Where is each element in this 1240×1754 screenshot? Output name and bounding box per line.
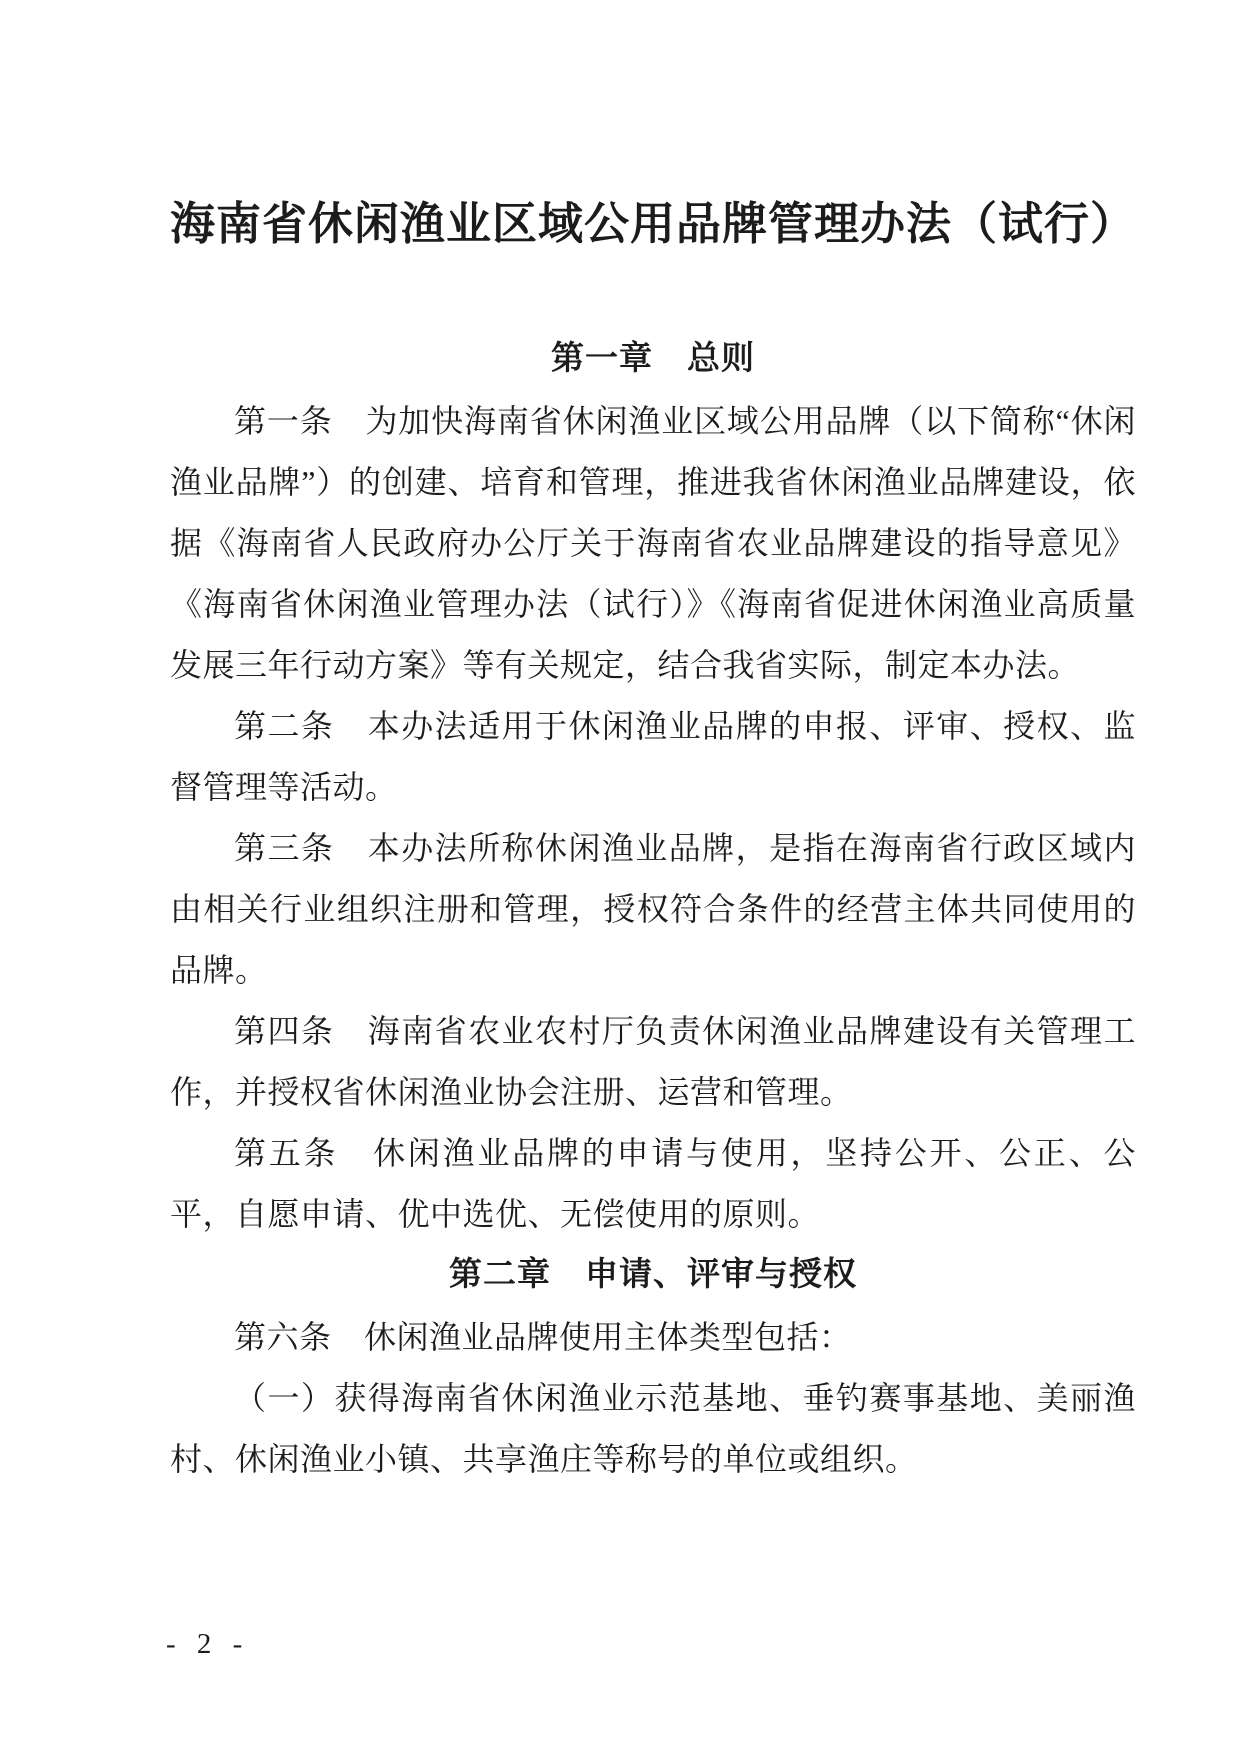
article-6-item-1-paragraph: （一）获得海南省休闲渔业示范基地、垂钓赛事基地、美丽渔村、休闲渔业小镇、共享渔庄等称号的单位或组织。	[170, 1380, 1136, 1477]
article-3-paragraph: 第三条 本办法所称休闲渔业品牌，是指在海南省行政区域内由相关行业组织注册和管理，授权符合条件的经营主体共同使用的品牌。	[170, 830, 1136, 988]
chapter-1-body	[170, 391, 1136, 1245]
chapter-2-body	[170, 1307, 1136, 1490]
article-2-paragraph: 第二条 本办法适用于休闲渔业品牌的申报、评审、授权、监督管理等活动。	[170, 708, 1136, 805]
chapter-1-heading: 第一章 总则	[551, 339, 755, 376]
article-6-paragraph: 第六条 休闲渔业品牌使用主体类型包括：	[234, 1319, 852, 1355]
chapter-2-heading: 第二章 申请、评审与授权	[449, 1255, 857, 1292]
article-4-paragraph: 第四条 海南省农业农村厅负责休闲渔业品牌建设有关管理工作，并授权省休闲渔业协会注册、运营和管理。	[170, 1013, 1136, 1110]
article-1-paragraph: 第一条 为加快海南省休闲渔业区域公用品牌（以下简称“休闲渔业品牌”）的创建、培育和管理，推进我省休闲渔业品牌建设，依据《海南省人民政府办公厅关于海南省农业品牌建设的指导意见》《海南省休闲渔业管理办法（试行）》《海南省促进休闲渔业高质量发展三年行动方案》等有关规定，结合我省实际，制定本办法。	[170, 403, 1136, 683]
document-title: 海南省休闲渔业区域公用品牌管理办法（试行）	[170, 199, 1137, 249]
page-number: - 2 -	[166, 1628, 250, 1660]
article-5-paragraph: 第五条 休闲渔业品牌的申请与使用，坚持公开、公正、公平，自愿申请、优中选优、无偿使用的原则。	[170, 1135, 1136, 1232]
